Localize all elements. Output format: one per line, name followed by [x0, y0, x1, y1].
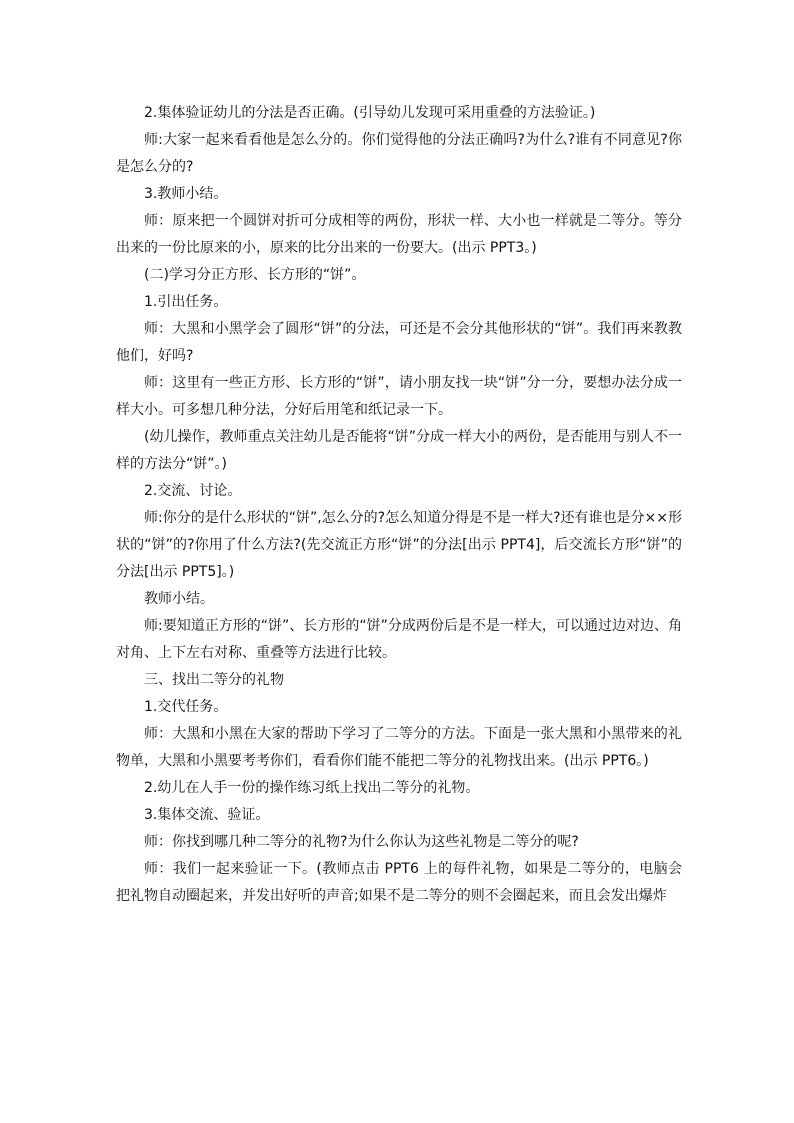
paragraph-2: 师:大家一起来看看他是怎么分的。你们觉得他的分法正确吗?为什么?谁有不同意见?你是怎么分的? — [116, 132, 682, 175]
paragraph-18: 3.集体交流、验证。 — [144, 807, 270, 823]
paragraph-17: 2.幼儿在人手一份的操作练习纸上找出二等分的礼物。 — [144, 780, 480, 796]
section-heading-3: 三、找出二等分的礼物 — [144, 672, 284, 688]
document-body — [116, 100, 682, 910]
paragraph-19: 师：你找到哪几种二等分的礼物?为什么你认为这些礼物是二等分的呢? — [144, 834, 579, 850]
paragraph-8: 师：这里有一些正方形、长方形的“饼”，请小朋友找一块“饼”分一分，要想办法分成一样大小。可多想几种分法，分好后用笔和纸记录一下。 — [116, 375, 682, 418]
paragraph-9: (幼儿操作，教师重点关注幼儿是否能将“饼”分成一样大小的两份，是否能用与别人不一样的方法分“饼”。) — [116, 429, 682, 472]
paragraph-12: 教师小结。 — [144, 591, 214, 607]
paragraph-4: 师：原来把一个圆饼对折可分成相等的两份，形状一样、大小也一样就是二等分。等分出来的一份比原来的小，原来的比分出来的一份要大。(出示 PPT3。) — [116, 213, 682, 256]
paragraph-16: 师：大黑和小黑在大家的帮助下学习了二等分的方法。下面是一张大黑和小黑带来的礼物单，大黑和小黑要考考你们，看看你们能不能把二等分的礼物找出来。(出示 PPT6。) — [116, 726, 682, 769]
paragraph-15: 1.交代任务。 — [144, 699, 228, 715]
paragraph-11: 师:你分的是什么形状的“饼”,怎么分的?怎么知道分得是不是一样大?还有谁也是分××形状的“饼”的?你用了什么方法?(先交流正方形“饼”的分法[出示 PPT4]，后交流长方形“饼”的分法[出示 PPT5]。) — [116, 510, 682, 580]
section-heading-2: (二)学习分正方形、长方形的“饼”。 — [144, 267, 366, 283]
paragraph-13: 师:要知道正方形的“饼”、长方形的“饼”分成两份后是不是一样大，可以通过边对边、角对角、上下左右对称、重叠等方法进行比较。 — [116, 618, 682, 661]
paragraph-10: 2.交流、讨论。 — [144, 483, 242, 499]
paragraph-7: 师：大黑和小黑学会了圆形“饼”的分法，可还是不会分其他形状的“饼”。我们再来教教他们，好吗? — [116, 321, 682, 364]
paragraph-3: 3.教师小结。 — [144, 186, 228, 202]
paragraph-6: 1.引出任务。 — [144, 294, 228, 310]
paragraph-1: 2.集体验证幼儿的分法是否正确。(引导幼儿发现可采用重叠的方法验证。) — [144, 105, 596, 121]
paragraph-20: 师：我们一起来验证一下。(教师点击 PPT6 上的每件礼物，如果是二等分的，电脑会把礼物自动圈起来，并发出好听的声音;如果不是二等分的则不会圈起来，而且会发出爆炸 — [116, 861, 682, 904]
